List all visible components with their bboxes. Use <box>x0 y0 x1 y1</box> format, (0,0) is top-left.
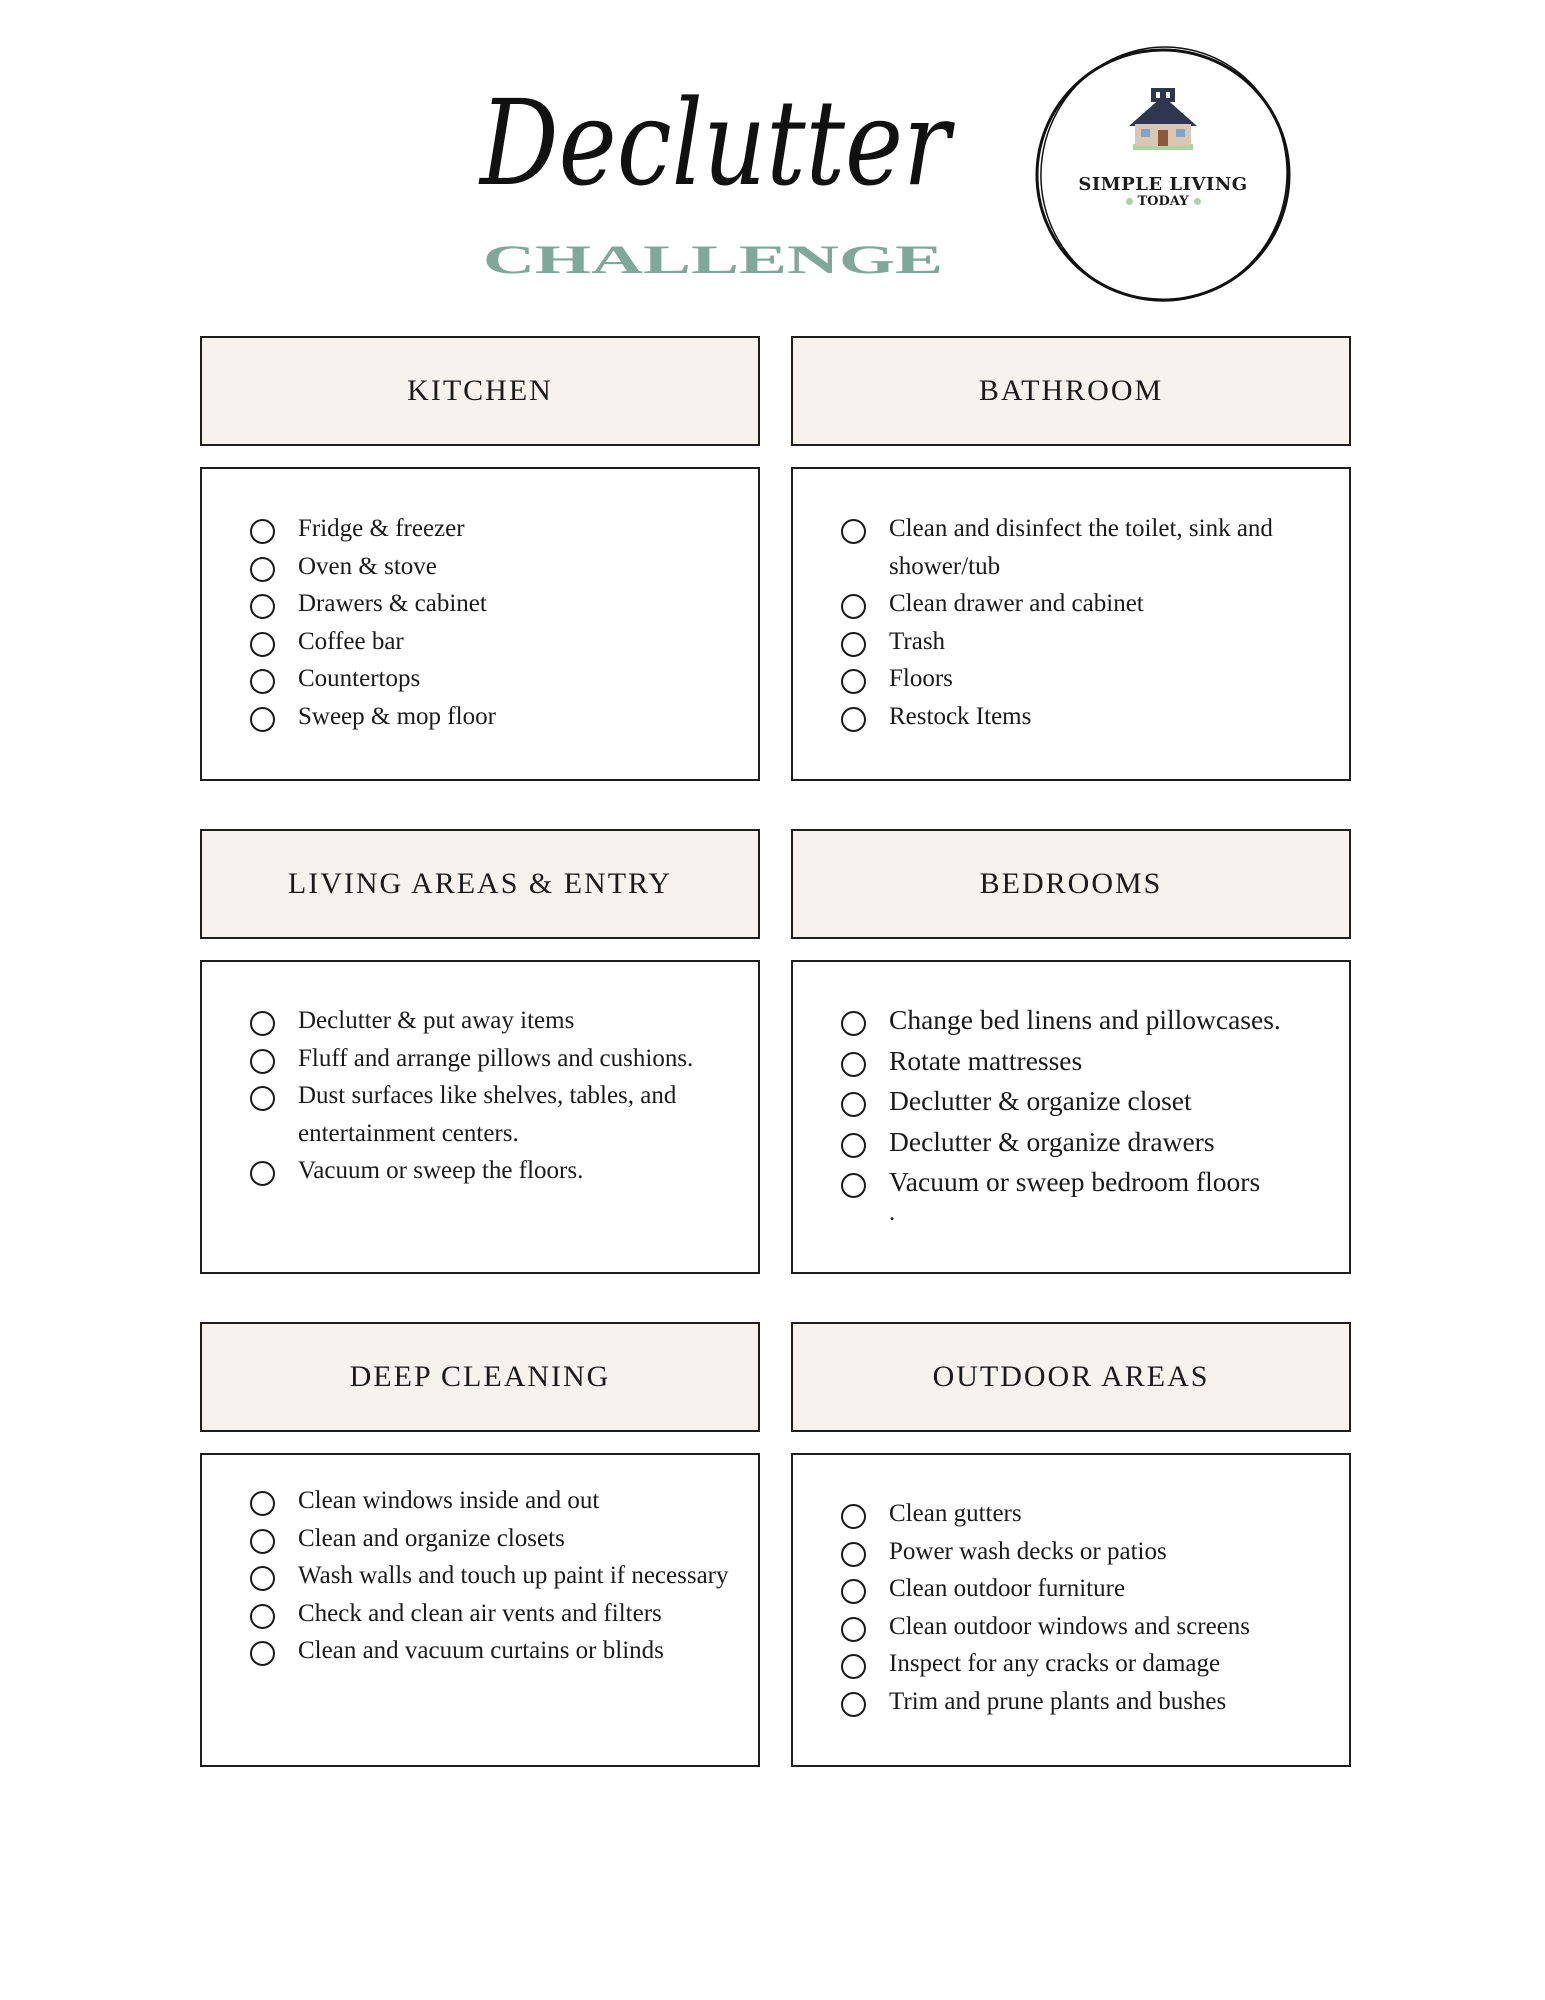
bedrooms-header <box>791 829 1351 939</box>
list-item: Rotate mattresses <box>841 1041 1329 1082</box>
list-item: Trash <box>841 623 1329 661</box>
subtitle-text: CHALLENGE <box>483 237 943 282</box>
checkbox[interactable] <box>841 594 866 619</box>
trailing-period: . <box>889 1198 896 1226</box>
deep-cleaning-header <box>200 1322 760 1432</box>
checkbox[interactable] <box>250 1011 275 1036</box>
checkbox[interactable] <box>250 1529 275 1554</box>
checkbox[interactable] <box>841 1504 866 1529</box>
checkbox[interactable] <box>841 519 866 544</box>
list-item: Restock Items <box>841 698 1329 736</box>
section-title: LIVING AREAS & ENTRY <box>287 867 673 900</box>
checkbox[interactable] <box>841 1579 866 1604</box>
list-item: Fridge & freezer <box>250 510 738 548</box>
checkbox[interactable] <box>841 1092 866 1117</box>
brand-logo <box>1033 44 1293 306</box>
checkbox[interactable] <box>841 669 866 694</box>
list-item: Clean drawer and cabinet <box>841 585 1329 623</box>
list-item: Declutter & organize drawers <box>841 1122 1329 1163</box>
checkbox[interactable] <box>841 1542 866 1567</box>
section-title: DEEP CLEANING <box>349 1360 611 1393</box>
checkbox[interactable] <box>250 1049 275 1074</box>
checkbox[interactable] <box>250 632 275 657</box>
list-item: Wash walls and touch up paint if necessary <box>250 1557 738 1595</box>
list-item: Clean outdoor windows and screens <box>841 1608 1329 1646</box>
checkbox[interactable] <box>250 1491 275 1516</box>
list-item: Clean outdoor furniture <box>841 1570 1329 1608</box>
checkbox[interactable] <box>841 632 866 657</box>
checkbox[interactable] <box>250 594 275 619</box>
list-item: Clean and vacuum curtains or blinds <box>250 1632 738 1670</box>
list-item: Declutter & put away items <box>250 1002 738 1040</box>
list-item: Trim and prune plants and bushes <box>841 1683 1329 1721</box>
checkbox[interactable] <box>841 1133 866 1158</box>
kitchen-checklist <box>200 467 760 781</box>
checkbox[interactable] <box>841 1011 866 1036</box>
checkbox[interactable] <box>250 669 275 694</box>
list-item: Sweep & mop floor <box>250 698 738 736</box>
checkbox[interactable] <box>841 1617 866 1642</box>
outdoor-areas-header <box>791 1322 1351 1432</box>
list-item: Floors <box>841 660 1329 698</box>
living-areas-header <box>200 829 760 939</box>
logo-subtext: TODAY <box>1033 194 1293 209</box>
checkbox[interactable] <box>250 1161 275 1186</box>
logo-text: SIMPLE LIVING <box>1078 174 1248 195</box>
list-item: Power wash decks or patios <box>841 1533 1329 1571</box>
living-areas-checklist <box>200 960 760 1274</box>
bathroom-header <box>791 336 1351 446</box>
page-subtitle <box>478 228 948 288</box>
checkbox[interactable] <box>841 707 866 732</box>
section-title: BEDROOMS <box>979 867 1163 900</box>
list-item: Vacuum or sweep the floors. <box>250 1152 738 1190</box>
checkbox[interactable] <box>250 1086 275 1111</box>
list-item: Coffee bar <box>250 623 738 661</box>
checkbox[interactable] <box>250 1604 275 1629</box>
dot-icon <box>1194 198 1201 205</box>
checkbox[interactable] <box>841 1692 866 1717</box>
list-item: Declutter & organize closet <box>841 1081 1329 1122</box>
page-title <box>470 72 960 222</box>
bathroom-checklist <box>791 467 1351 781</box>
list-item: Vacuum or sweep bedroom floors . <box>841 1162 1329 1223</box>
list-item: Dust surfaces like shelves, tables, and entertainment centers. <box>250 1077 738 1152</box>
kitchen-header <box>200 336 760 446</box>
bedrooms-checklist <box>791 960 1351 1274</box>
dot-icon <box>1126 198 1133 205</box>
list-item: Clean gutters <box>841 1495 1329 1533</box>
list-item: Drawers & cabinet <box>250 585 738 623</box>
list-item: Fluff and arrange pillows and cushions. <box>250 1040 738 1078</box>
list-item: Clean and organize closets <box>250 1520 738 1558</box>
checkbox[interactable] <box>250 1641 275 1666</box>
checkbox[interactable] <box>250 1566 275 1591</box>
list-item: Change bed linens and pillowcases. <box>841 1000 1329 1041</box>
checkbox[interactable] <box>841 1654 866 1679</box>
checkbox[interactable] <box>250 707 275 732</box>
title-text: Declutter <box>478 74 956 212</box>
house-icon <box>1129 88 1197 150</box>
section-title: BATHROOM <box>978 374 1164 407</box>
list-item: Countertops <box>250 660 738 698</box>
outdoor-areas-checklist <box>791 1453 1351 1767</box>
checkbox[interactable] <box>250 519 275 544</box>
list-item: Clean windows inside and out <box>250 1482 738 1520</box>
list-item: Check and clean air vents and filters <box>250 1595 738 1633</box>
checkbox[interactable] <box>841 1173 866 1198</box>
section-title: KITCHEN <box>407 374 553 407</box>
list-item: Oven & stove <box>250 548 738 586</box>
checkbox[interactable] <box>841 1052 866 1077</box>
checkbox[interactable] <box>250 557 275 582</box>
list-item: Clean and disinfect the toilet, sink and shower/tub <box>841 510 1329 585</box>
list-item: Inspect for any cracks or damage <box>841 1645 1329 1683</box>
deep-cleaning-checklist <box>200 1453 760 1767</box>
section-title: OUTDOOR AREAS <box>932 1360 1210 1393</box>
